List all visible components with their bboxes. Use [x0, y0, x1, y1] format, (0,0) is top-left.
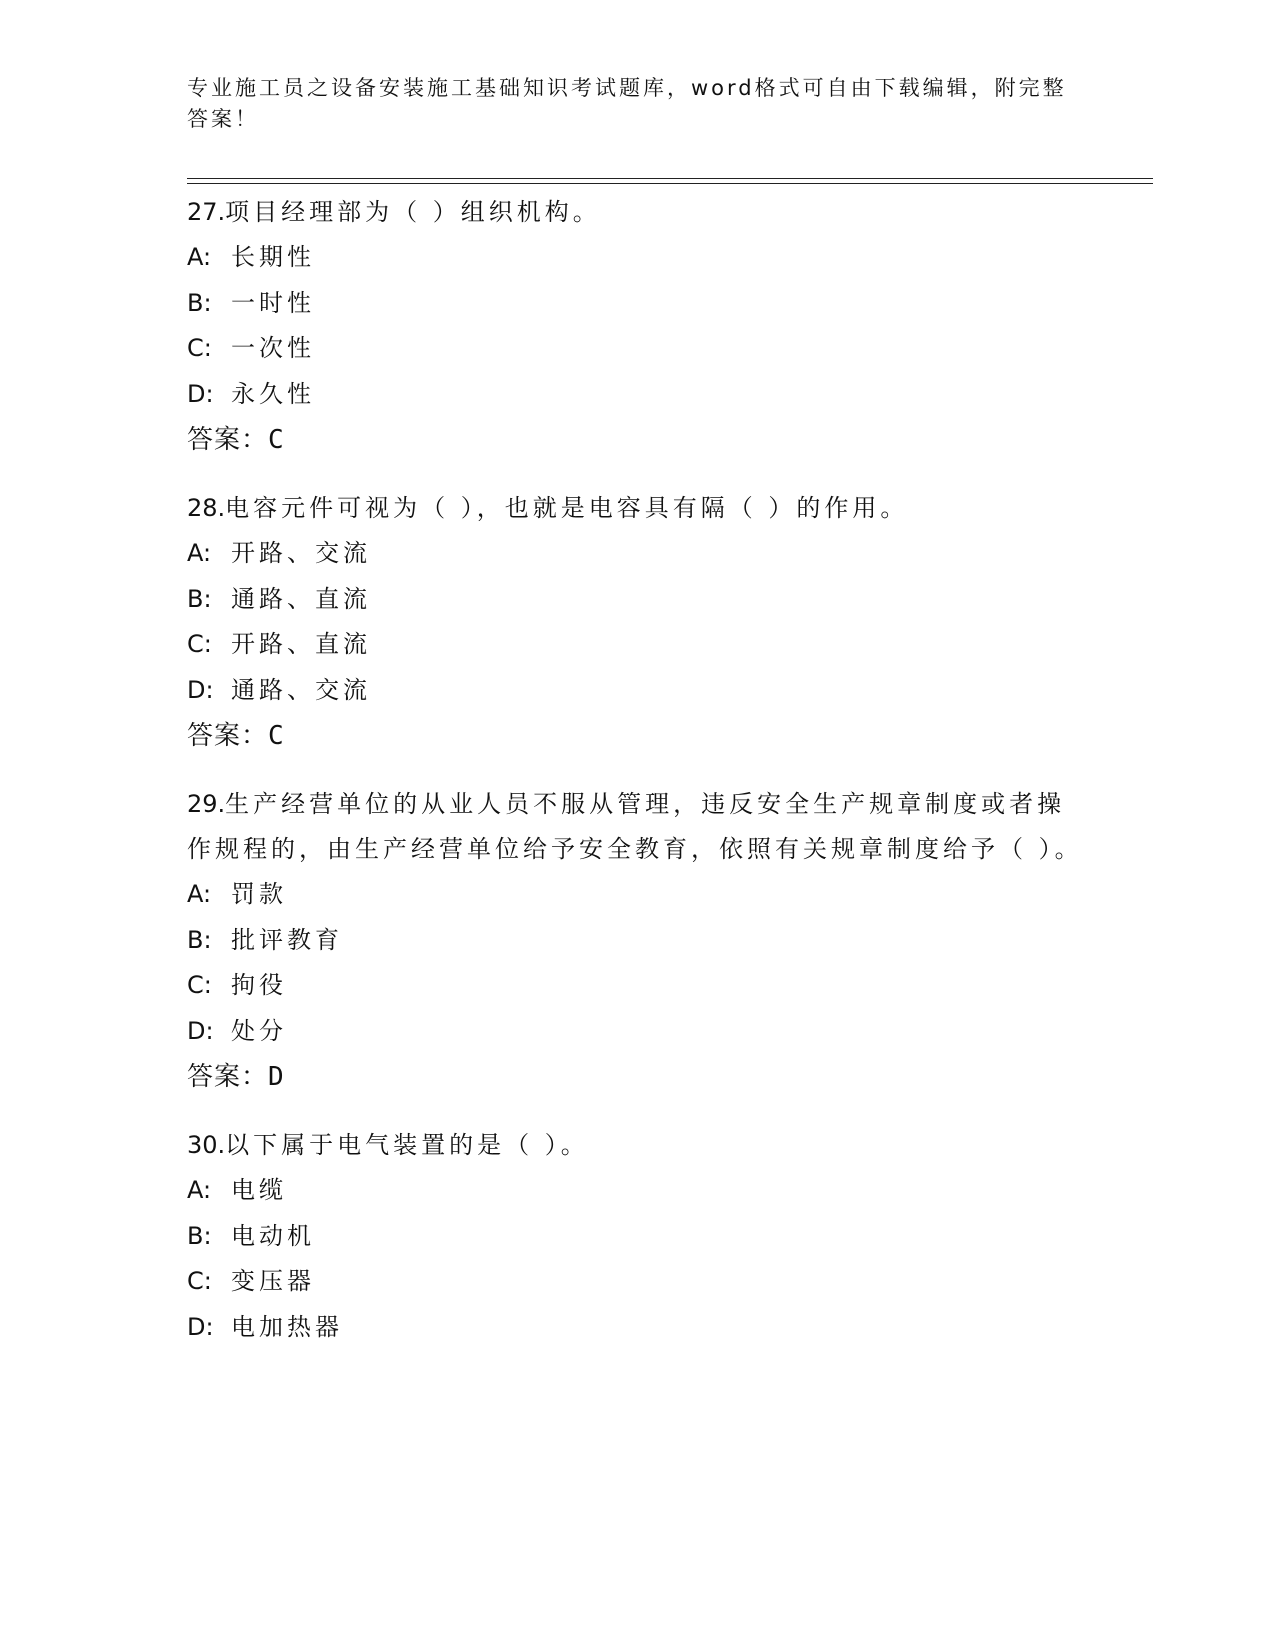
option-text: 长期性 [231, 243, 315, 271]
question-30 [187, 1123, 1087, 1350]
answer-label: 答案： [187, 1062, 269, 1092]
option-letter: B: [187, 288, 212, 317]
option-d [187, 1009, 1087, 1055]
option-text: 处分 [231, 1016, 287, 1045]
answer-label: 答案： [187, 721, 269, 751]
option-c [187, 1259, 1087, 1305]
option-letter: B: [187, 1221, 212, 1250]
option-letter: C: [187, 334, 212, 362]
answer-value: D [268, 1062, 285, 1092]
option-letter: C: [187, 1267, 212, 1295]
option-letter: A: [187, 243, 212, 271]
option-a [187, 1168, 1087, 1214]
option-b [187, 1214, 1087, 1260]
question-text: 项目经理部为（ ）组织机构。 [225, 198, 601, 226]
option-c [187, 622, 1087, 668]
option-text: 电动机 [231, 1221, 315, 1250]
question-27 [187, 190, 1087, 463]
option-letter: B: [187, 925, 212, 954]
question-text: 电容元件可视为（ ），也就是电容具有隔（ ）的作用。 [225, 494, 909, 522]
option-letter: D: [187, 379, 214, 408]
answer-line [187, 713, 1087, 759]
header-divider-top [187, 178, 1153, 179]
option-letter: C: [187, 971, 212, 999]
header-divider-bottom [187, 183, 1153, 184]
question-number: 28. [187, 494, 226, 522]
option-text: 拘役 [231, 971, 287, 999]
option-b [187, 281, 1087, 327]
question-stem [187, 1123, 1087, 1168]
document-header: 专业施工员之设备安装施工基础知识考试题库，word格式可自由下载编辑，附完整答案！ [187, 76, 1067, 131]
question-text: 以下属于电气装置的是（ ）。 [225, 1131, 589, 1159]
option-a [187, 235, 1087, 281]
option-text: 电缆 [231, 1176, 287, 1204]
option-letter: A: [187, 539, 212, 567]
option-text: 电加热器 [231, 1312, 343, 1341]
option-text: 变压器 [231, 1267, 315, 1295]
question-stem [187, 782, 1087, 872]
question-list [187, 190, 1087, 1373]
option-d [187, 372, 1087, 418]
option-text: 永久性 [231, 379, 315, 408]
option-b [187, 918, 1087, 964]
option-c [187, 326, 1087, 372]
option-c [187, 963, 1087, 1009]
question-stem [187, 190, 1087, 235]
option-a [187, 531, 1087, 577]
option-d [187, 668, 1087, 714]
question-28 [187, 486, 1087, 759]
option-letter: D: [187, 675, 214, 704]
option-letter: D: [187, 1016, 214, 1045]
option-text: 一次性 [231, 334, 315, 362]
answer-label: 答案： [187, 425, 269, 455]
answer-line [187, 1054, 1087, 1100]
question-number: 27. [187, 198, 226, 226]
option-text: 开路、交流 [231, 539, 371, 567]
question-stem [187, 486, 1087, 531]
question-number: 30. [187, 1131, 226, 1159]
option-b [187, 577, 1087, 623]
option-text: 罚款 [231, 880, 287, 908]
option-letter: D: [187, 1312, 214, 1341]
option-text: 通路、交流 [231, 675, 371, 704]
option-d [187, 1305, 1087, 1351]
option-text: 开路、直流 [231, 630, 371, 658]
answer-value: C [268, 425, 285, 455]
option-letter: C: [187, 630, 212, 658]
question-text: 生产经营单位的从业人员不服从管理，违反安全生产规章制度或者操作规程的，由生产经营单位给予安全教育，依照有关规章制度给予（ ）。 [187, 790, 1083, 863]
answer-value: C [268, 721, 285, 751]
question-29 [187, 782, 1087, 1100]
option-text: 一时性 [231, 288, 315, 317]
option-letter: A: [187, 880, 212, 908]
option-text: 批评教育 [231, 925, 343, 954]
answer-line [187, 417, 1087, 463]
question-number: 29. [187, 790, 226, 818]
option-text: 通路、直流 [231, 584, 371, 613]
option-letter: B: [187, 584, 212, 613]
option-a [187, 872, 1087, 918]
option-letter: A: [187, 1176, 212, 1204]
